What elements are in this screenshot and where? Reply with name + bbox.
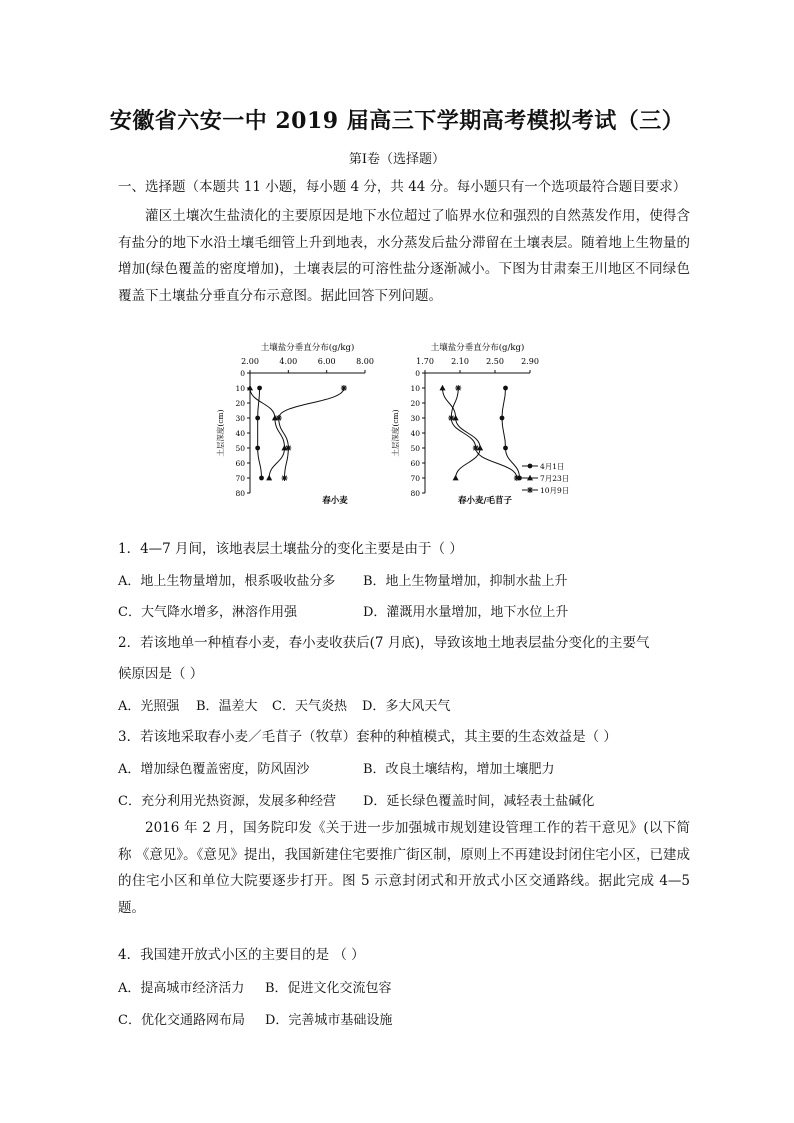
chart1-caption: 春小麦/毛苜子 [457,496,513,506]
chart0-y-tick-label: 0 [240,369,245,378]
chart0-point [257,386,262,391]
chart0-point [266,475,272,481]
chart1-y-tick-label: 20 [410,399,420,408]
chart1-y-tick-label: 70 [410,474,420,483]
q4-option-c: C．优化交通路网布局 [118,1013,245,1028]
passage-2: 2016 年 2 月，国务院印发《关于进一步加强城市规划建设管理工作的若干意见》(以下简称 《意见》。《意见》提出，我国新建住宅要推广街区制，原则上不再建设封闭住宅小区，已建成的住宅小区和单位大院要逐步打开。图 5 示意封闭式和开放式小区交通路线。据此完成 4—5 题。 [118,820,690,916]
chart0-title: 土壤盐分垂直分布(g/kg) [260,343,355,353]
chart0-caption: 春小麦 [322,496,348,506]
q2-option-c: C．天气炎热 [272,699,347,714]
passage-1: 灌区土壤次生盐渍化的主要原因是地下水位超过了临界水位和强烈的自然蒸发作用，使得含有盐分的地下水沿土壤毛细管上升到地表，水分蒸发后盐分滞留在土壤表层。随着地上生物量的增加(绿色覆盖的密度增加)，土壤表层的可溶性盐分逐渐减小。下图为甘肃秦王川地区不同绿色覆盖下土壤盐分垂直分布示意图。据此回答下列问题。 [118,208,690,304]
chart1-y-tick-label: 30 [410,414,420,423]
chart1-legend-marker [527,487,533,493]
page-subtitle: 第Ⅰ卷（选择题） [348,152,446,167]
soil-salt-charts [210,340,570,515]
chart1-point [473,445,479,451]
chart1-y-tick-label: 0 [415,369,420,378]
chart1-y-tick-label: 40 [410,429,420,438]
q1-option-c: C．大气降水增多，淋溶作用强 [118,605,297,620]
question-4-stem: 4．我国建开放式小区的主要目的是 （ ） [118,947,365,963]
chart1-point [503,446,508,451]
chart0-point [259,476,264,481]
chart0-series-line [279,388,344,478]
q1-option-d: D．灌溉用水量增加，地下水位上升 [363,605,569,620]
q4-option-a: A．提高城市经济活力 [118,981,245,996]
chart0-series-line [250,388,285,478]
chart1-point [514,475,520,481]
chart1-y-label: 土层深度(cm) [391,409,400,457]
chart0-point [282,475,288,481]
chart1-point [500,416,505,421]
question-2-stem-line2: 候原因是（ ） [118,666,204,682]
chart0-y-tick-label: 10 [235,384,245,393]
chart1-x-tick-label: 2.10 [451,357,469,366]
chart1-title: 土壤盐分垂直分布(g/kg) [430,343,525,353]
chart1-point [455,385,461,391]
chart1-y-tick-label: 10 [410,384,420,393]
charts-svg [210,340,570,515]
chart0-y-label: 土层深度(cm) [216,409,225,457]
question-3-stem: 3．若该地采取春小麦／毛苜子（牧草）套种的种植模式，其主要的生态效益是（ ） [118,729,617,745]
chart0-y-tick-label: 70 [235,474,245,483]
chart0-x-tick-label: 8.00 [356,357,374,366]
q4-option-d: D．完善城市基础设施 [265,1013,393,1028]
chart1-x-tick-label: 1.70 [416,357,434,366]
chart0-point [255,446,260,451]
chart0-point [285,445,291,451]
chart0-y-tick-label: 30 [235,414,245,423]
question-1-stem: 1．4—7 月间，该地表层土壤盐分的变化主要是由于（ ） [118,541,463,557]
chart1-point [440,385,446,391]
question-2-stem-line1: 2．若该地单一种植春小麦，春小麦收获后(7 月底)，导致该地土地表层盐分变化的主要气 [118,635,650,651]
chart1-legend-label: 10月9日 [540,486,570,495]
q2-option-d: D．多大风天气 [362,699,451,714]
q3-option-a: A．增加绿色覆盖密度，防风固沙 [118,762,310,777]
chart0-y-tick-label: 50 [235,444,245,453]
chart1-y-tick-label: 60 [410,459,420,468]
chart1-series-line [502,388,520,478]
chart1-series-line [451,388,517,478]
chart1-x-tick-label: 2.50 [486,357,504,366]
page-title: 安徽省六安一中 2019 届高三下学期高考模拟考试（三） [109,108,685,134]
chart0-x-tick-label: 4.00 [279,357,298,366]
chart1-legend-marker [528,464,533,469]
chart0-x-tick-label: 6.00 [317,357,336,366]
q1-option-a: A．地上生物量增加，根系吸收盐分多 [118,574,336,589]
chart0-x-tick-label: 2.00 [241,357,259,366]
chart1-series-line [443,388,481,478]
q3-option-b: B．改良土壤结构，增加土壤肥力 [363,762,555,777]
section-instruction: 一、选择题（本题共 11 小题，每小题 4 分，共 44 分。每小题只有一个选项最符合题目要求） [118,179,687,195]
q4-option-b: B．促进文化交流包容 [265,981,392,996]
q1-option-b: B．地上生物量增加，抑制水盐上升 [363,574,568,589]
chart1-y-tick-label: 80 [410,489,420,498]
chart1-y-tick-label: 50 [410,444,420,453]
chart0-y-tick-label: 40 [235,429,245,438]
chart0-y-tick-label: 20 [235,399,245,408]
chart1-point [448,415,454,421]
chart0-point [276,415,282,421]
chart0-point [255,416,260,421]
q2-option-a: A．光照强 [118,699,180,714]
q3-option-d: D．延长绿色覆盖时间，减轻表土盐碱化 [363,794,595,809]
chart1-legend-label: 4月1日 [540,462,565,471]
q3-option-c: C．充分利用光热资源，发展多种经营 [118,794,336,809]
chart1-point [453,475,459,481]
chart0-y-tick-label: 80 [235,489,245,498]
chart0-point [341,385,347,391]
chart1-point [503,386,508,391]
chart0-y-tick-label: 60 [235,459,245,468]
chart1-legend-label: 7月23日 [540,474,570,483]
q2-option-b: B．温差大 [196,699,258,714]
chart1-x-tick-label: 2.90 [521,357,539,366]
